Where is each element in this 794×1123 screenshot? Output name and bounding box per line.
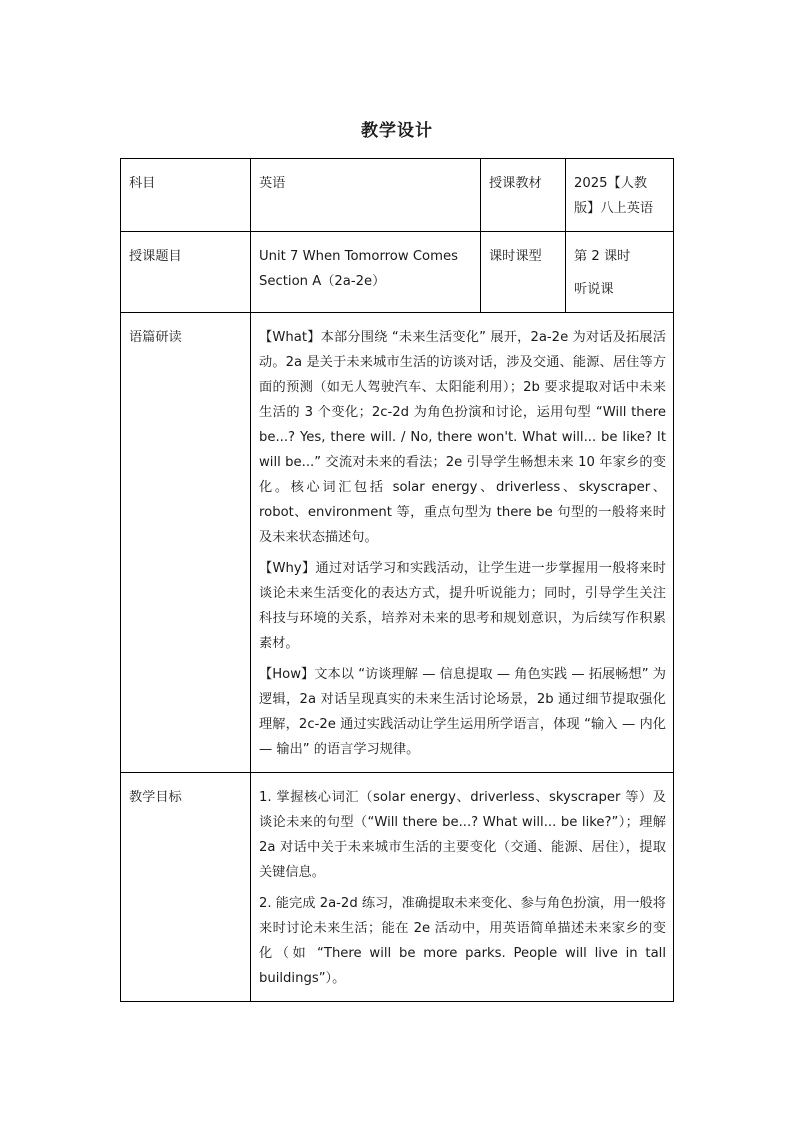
value-topic bbox=[251, 232, 481, 313]
topic-line-2: Section A（2a-2e） bbox=[259, 274, 386, 289]
value-material: 2025【人教版】八上英语 bbox=[566, 159, 674, 232]
value-objectives bbox=[251, 773, 674, 1002]
value-lesson-type bbox=[566, 232, 674, 313]
objective-1: 1. 掌握核心词汇（solar energy、driverless、skyscraper 等）及谈论未来的句型（“Will there be...? What will... be like?”）；理解 2a 对话中关于未来城市生活的主要变化（交通、能源、居住），提取关键信息。 bbox=[259, 790, 666, 880]
table-row bbox=[121, 232, 674, 313]
value-subject: 英语 bbox=[251, 159, 481, 232]
document-title: 教学设计 bbox=[361, 121, 433, 141]
label-material: 授课教材 bbox=[481, 159, 566, 232]
table-row bbox=[121, 773, 674, 1002]
topic-line-1: Unit 7 When Tomorrow Comes bbox=[259, 249, 458, 264]
text-study-how: 【How】文本以 “访谈理解 — 信息提取 — 角色实践 — 拓展畅想” 为逻辑，2a 对话呈现真实的未来生活讨论场景，2b 通过细节提取强化理解，2c-2e 通过实践活动让学生运用所学语言，体现 “输入 — 内化 — 输出” 的语言学习规律。 bbox=[259, 667, 666, 757]
lesson-type-line-2: 听说课 bbox=[574, 282, 614, 297]
lesson-plan-table bbox=[120, 158, 674, 1002]
table-row bbox=[121, 313, 674, 773]
label-text-study: 语篇研读 bbox=[121, 313, 251, 773]
lesson-type-line-1: 第 2 课时 bbox=[574, 249, 631, 264]
label-lesson-type: 课时课型 bbox=[481, 232, 566, 313]
table-row bbox=[121, 159, 674, 232]
label-subject: 科目 bbox=[121, 159, 251, 232]
label-topic: 授课题目 bbox=[121, 232, 251, 313]
text-study-what: 【What】本部分围绕 “未来生活变化” 展开，2a-2e 为对话及拓展活动。2a 是关于未来城市生活的访谈对话，涉及交通、能源、居住等方面的预测（如无人驾驶汽车、太阳能利用）；2b 要求提取对话中未来生活的 3 个变化；2c-2d 为角色扮演和讨论，运用句型 “Will there be...? Yes, there will. / No, there won't. What will... be like? It will be...” 交流对未来的看法；2e 引导学生畅想未来 10 年家乡的变化。核心词汇包括 solar energy、driverless、skyscraper、robot、environment 等，重点句型为 there be 句型的一般将来时及未来状态描述句。 bbox=[259, 330, 666, 545]
value-text-study bbox=[251, 313, 674, 773]
label-objectives: 教学目标 bbox=[121, 773, 251, 1002]
text-study-why: 【Why】通过对话学习和实践活动，让学生进一步掌握用一般将来时谈论未来生活变化的表达方式，提升听说能力；同时，引导学生关注科技与环境的关系，培养对未来的思考和规划意识，为后续写作积累素材。 bbox=[259, 561, 666, 651]
objective-2: 2. 能完成 2a-2d 练习，准确提取未来变化、参与角色扮演，用一般将来时讨论未来生活；能在 2e 活动中，用英语简单描述未来家乡的变化（如 “There will be more parks. People will live in tall buildings”）。 bbox=[259, 896, 666, 986]
